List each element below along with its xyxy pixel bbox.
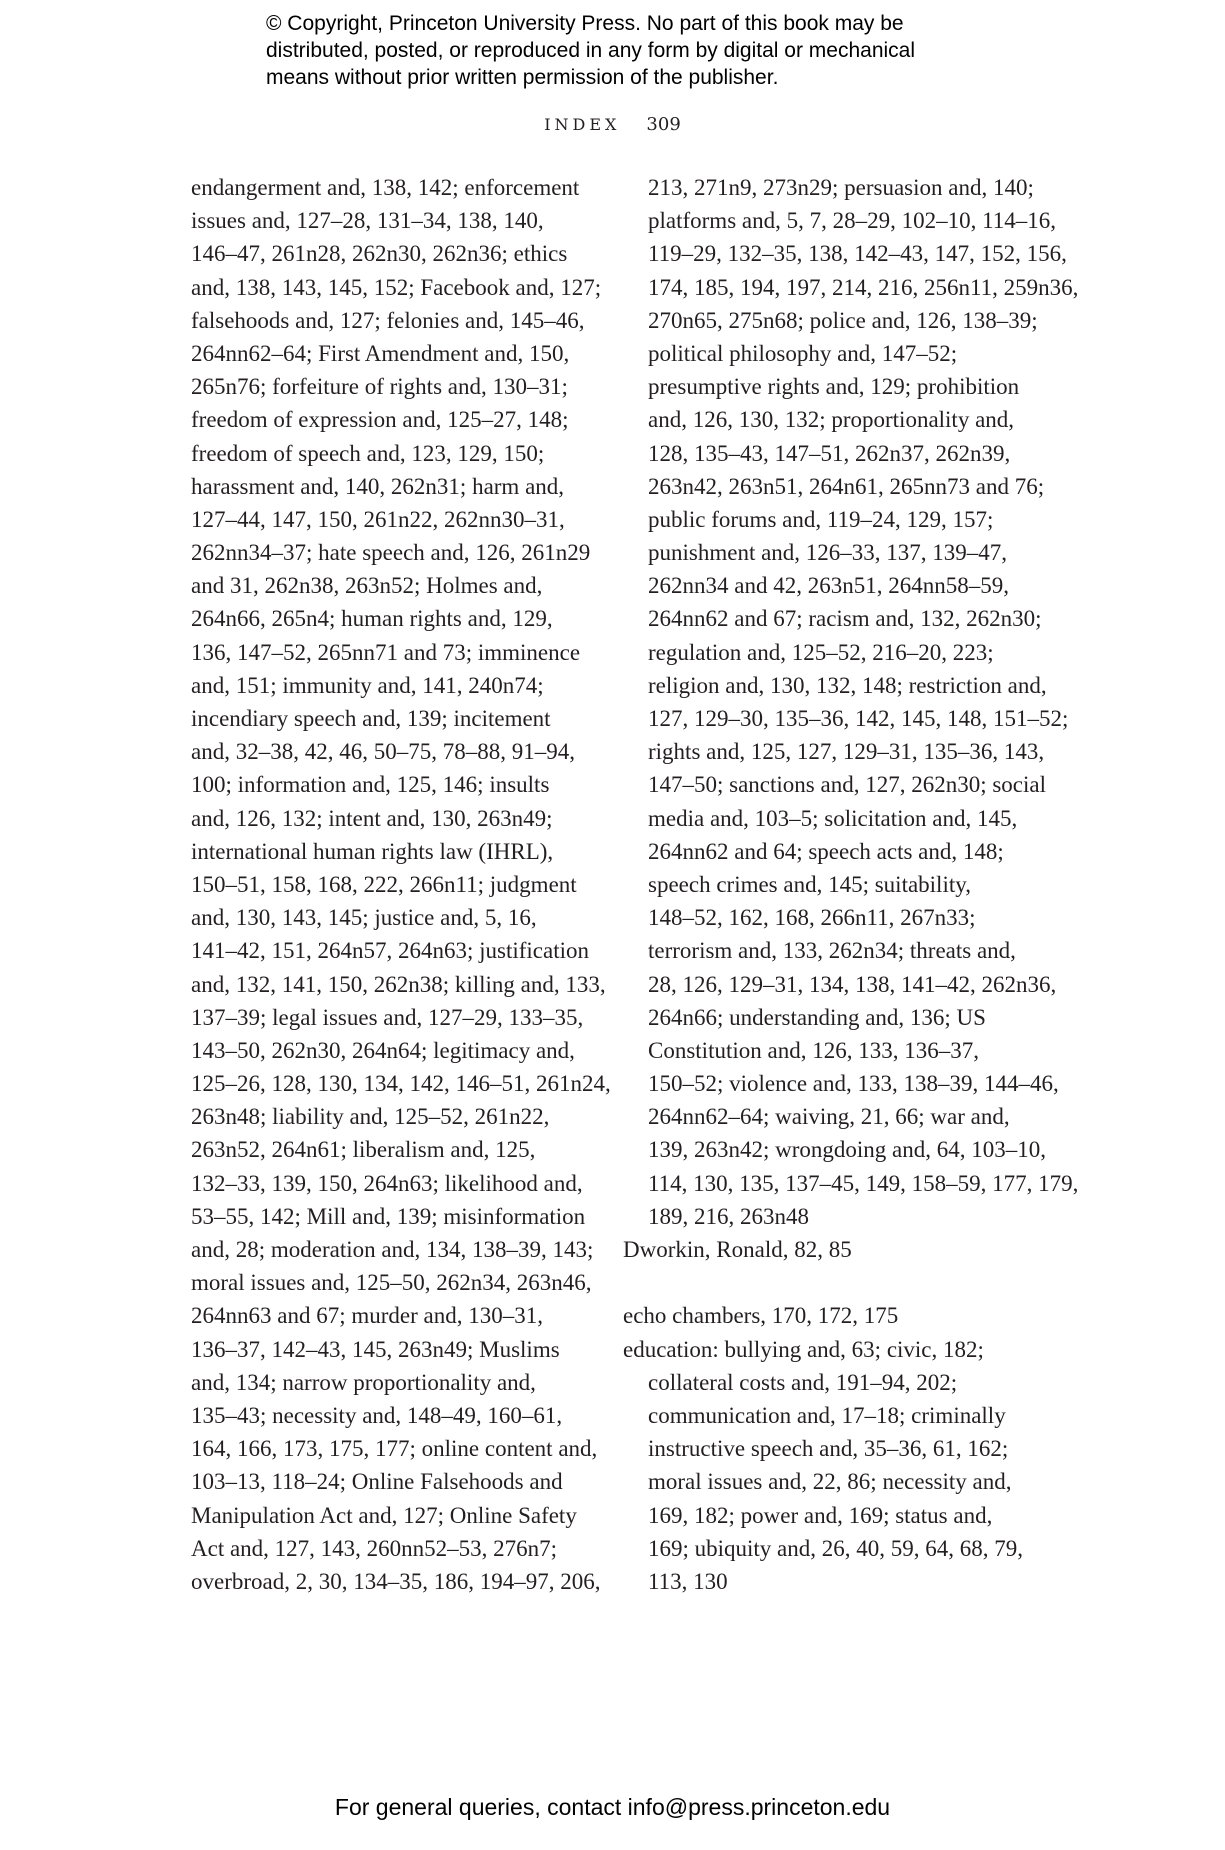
index-line: speech crimes and, 145; suitability, [648,871,971,897]
index-line: 263n52, 264n61; liberalism and, 125, [191,1137,536,1163]
copyright-line: means without prior written permission of the publisher. [266,66,779,89]
index-line: 148–52, 162, 168, 266n11, 267n33; [648,905,976,931]
index-line: 264nn62 and 64; speech acts and, 148; [648,838,1004,864]
index-line: 189, 216, 263n48 [648,1203,809,1229]
index-line: 125–26, 128, 130, 134, 142, 146–51, 261n24, [191,1071,611,1097]
index-line: freedom of speech and, 123, 129, 150; [191,440,545,466]
index-line: 127–44, 147, 150, 261n22, 262nn30–31, [191,506,565,532]
index-line: echo chambers, 170, 172, 175 [623,1303,899,1329]
index-line: and, 132, 141, 150, 262n38; killing and, 133, [191,971,606,997]
index-line: 264nn63 and 67; murder and, 130–31, [191,1303,543,1329]
index-line: 264nn62–64; First Amendment and, 150, [191,340,570,366]
index-line: moral issues and, 22, 86; necessity and, [648,1469,1012,1495]
index-line: 113, 130 [648,1568,728,1594]
index-line: media and, 103–5; solicitation and, 145, [648,805,1018,831]
index-line: 263n42, 263n51, 264n61, 265nn73 and 76; [648,473,1045,499]
index-line: 270n65, 275n68; police and, 126, 138–39; [648,307,1038,333]
index-line: 132–33, 139, 150, 264n63; likelihood and, [191,1170,583,1196]
index-line: issues and, 127–28, 131–34, 138, 140, [191,208,544,234]
index-column-right [623,171,1079,1598]
index-line: 150–52; violence and, 133, 138–39, 144–46, [648,1071,1059,1097]
copyright-line: © Copyright, Princeton University Press. No part of this book may be [266,12,904,35]
index-line: public forums and, 119–24, 129, 157; [648,506,994,532]
index-line: and, 28; moderation and, 134, 138–39, 143; [191,1237,594,1262]
index-line: falsehoods and, 127; felonies and, 145–46, [191,307,585,333]
index-line: communication and, 17–18; criminally [648,1402,1006,1428]
running-head-label: INDEX [544,115,621,134]
index-line: Manipulation Act and, 127; Online Safety [191,1502,577,1528]
index-line: and, 138, 143, 145, 152; Facebook and, 127; [191,274,602,300]
index-line: and, 151; immunity and, 141, 240n74; [191,672,544,698]
index-line: 150–51, 158, 168, 222, 266n11; judgment [191,871,577,897]
index-line: overbroad, 2, 30, 134–35, 186, 194–97, 206, [191,1568,601,1594]
index-line: platforms and, 5, 7, 28–29, 102–10, 114–16, [648,208,1057,234]
index-line: rights and, 125, 127, 129–31, 135–36, 143, [648,739,1045,765]
index-line: Constitution and, 126, 133, 136–37, [648,1037,979,1063]
index-line: 263n48; liability and, 125–52, 261n22, [191,1104,550,1130]
index-line: religion and, 130, 132, 148; restriction and, [648,672,1047,698]
index-line: 136–37, 142–43, 145, 263n49; Muslims [191,1336,560,1362]
index-line: and, 134; narrow proportionality and, [191,1369,536,1395]
index-line: freedom of expression and, 125–27, 148; [191,407,569,433]
index-line: 262nn34 and 42, 263n51, 264nn58–59, [648,573,1009,599]
index-line: terrorism and, 133, 262n34; threats and, [648,938,1016,964]
index-line: 174, 185, 194, 197, 214, 216, 256n11, 259n36, [648,274,1079,300]
index-line: endangerment and, 138, 142; enforcement [191,175,580,200]
index-line: 139, 263n42; wrongdoing and, 64, 103–10, [648,1137,1047,1163]
footer-contact: For general queries, contact info@press.princeton.edu [334,1794,891,1820]
index-column-left [191,171,611,1598]
index-line: and, 130, 143, 145; justice and, 5, 16, [191,905,537,931]
index-line: 127, 129–30, 135–36, 142, 145, 148, 151–52; [648,706,1069,731]
index-line: and 31, 262n38, 263n52; Holmes and, [191,573,543,599]
index-line: 146–47, 261n28, 262n30, 262n36; ethics [191,241,568,267]
copyright-line: distributed, posted, or reproduced in any form by digital or mechanical [266,39,916,62]
index-line: and, 126, 130, 132; proportionality and, [648,407,1015,433]
index-line: and, 126, 132; intent and, 130, 263n49; [191,805,553,831]
index-line: international human rights law (IHRL), [191,838,554,864]
index-line: 265n76; forfeiture of rights and, 130–31; [191,374,568,400]
index-line: presumptive rights and, 129; prohibition [648,374,1020,400]
index-line: 147–50; sanctions and, 127, 262n30; social [648,772,1046,798]
index-line: 164, 166, 173, 175, 177; online content and, [191,1436,598,1462]
index-line: incendiary speech and, 139; incitement [191,706,551,731]
index-line: 136, 147–52, 265nn71 and 73; imminence [191,639,581,665]
index-line: 264n66; understanding and, 136; US [648,1004,986,1030]
index-line: 119–29, 132–35, 138, 142–43, 147, 152, 156, [648,241,1067,267]
running-head [0,114,1225,135]
index-line: 28, 126, 129–31, 134, 138, 141–42, 262n36, [648,971,1057,997]
index-line: punishment and, 126–33, 137, 139–47, [648,540,1008,566]
index-line: collateral costs and, 191–94, 202; [648,1369,958,1395]
index-line: political philosophy and, 147–52; [648,340,958,366]
index-line: and, 32–38, 42, 46, 50–75, 78–88, 91–94, [191,739,575,765]
copyright-notice [266,10,1026,91]
index-line: harassment and, 140, 262n31; harm and, [191,473,565,499]
index-line: education: bullying and, 63; civic, 182; [623,1336,984,1362]
index-line: Act and, 127, 143, 260nn52–53, 276n7; [191,1535,558,1561]
index-line: 264nn62 and 67; racism and, 132, 262n30; [648,606,1042,632]
page-number: 309 [646,114,681,135]
index-line: 264n66, 265n4; human rights and, 129, [191,606,553,632]
index-line: 264nn62–64; waiving, 21, 66; war and, [648,1104,1010,1130]
index-line: 143–50, 262n30, 264n64; legitimacy and, [191,1037,575,1063]
index-line: moral issues and, 125–50, 262n34, 263n46, [191,1270,592,1296]
index-line: 169; ubiquity and, 26, 40, 59, 64, 68, 79, [648,1535,1024,1561]
index-line: 114, 130, 135, 137–45, 149, 158–59, 177, 179, [648,1170,1079,1196]
index-line: 103–13, 118–24; Online Falsehoods and [191,1469,563,1495]
index-line: 169, 182; power and, 169; status and, [648,1502,993,1528]
section-gap [623,1266,1043,1299]
index-line: 53–55, 142; Mill and, 139; misinformation [191,1203,586,1229]
index-line: 137–39; legal issues and, 127–29, 133–35, [191,1004,584,1030]
index-line: instructive speech and, 35–36, 61, 162; [648,1436,1009,1462]
index-line: 213, 271n9, 273n29; persuasion and, 140; [648,175,1034,200]
index-line: 141–42, 151, 264n57, 264n63; justification [191,938,590,964]
index-line: regulation and, 125–52, 216–20, 223; [648,639,994,665]
index-line: 128, 135–43, 147–51, 262n37, 262n39, [648,440,1011,466]
index-line: Dworkin, Ronald, 82, 85 [623,1237,852,1262]
index-line: 100; information and, 125, 146; insults [191,772,550,798]
index-line: 135–43; necessity and, 148–49, 160–61, [191,1402,563,1428]
index-line: 262nn34–37; hate speech and, 126, 261n29 [191,540,591,566]
